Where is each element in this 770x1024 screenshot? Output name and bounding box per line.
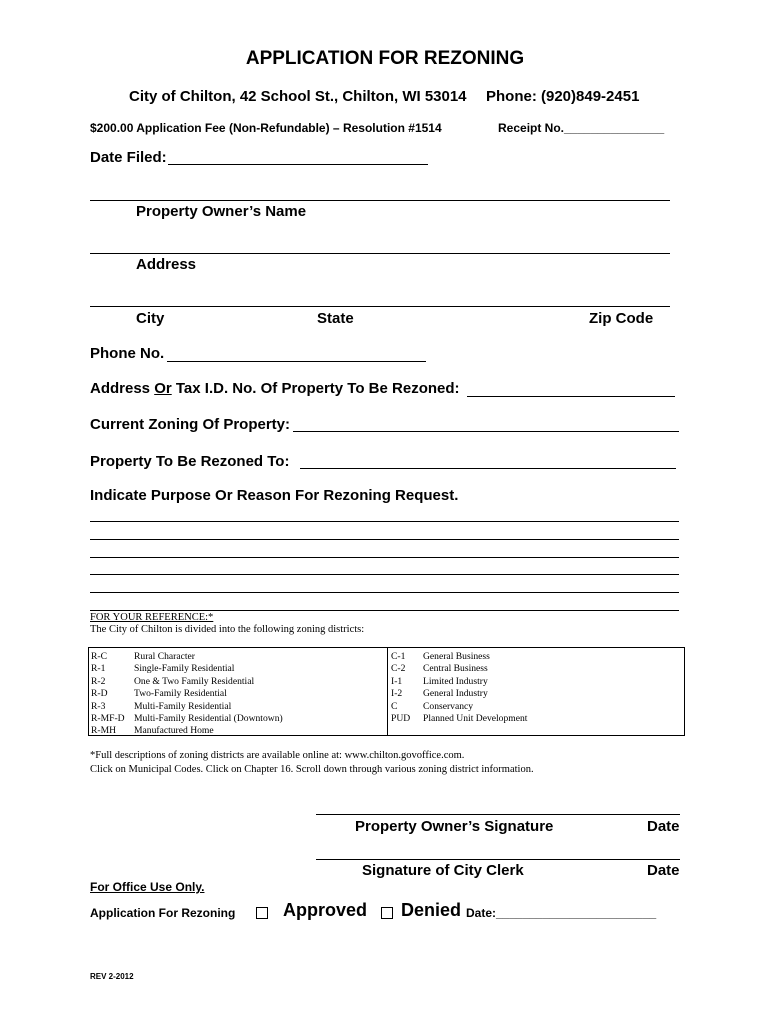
district-code: C-1 — [391, 651, 406, 662]
district-name: Multi-Family Residential (Downtown) — [134, 712, 283, 724]
fee-text: $200.00 Application Fee (Non-Refundable) – Resolution #1514 — [90, 121, 442, 135]
date-filed-field[interactable] — [168, 164, 428, 165]
district-name: Two-Family Residential — [134, 688, 227, 700]
district-name: Single-Family Residential — [134, 663, 235, 675]
district-code: C — [391, 700, 398, 712]
district-row — [91, 676, 283, 688]
district-row — [91, 663, 283, 675]
district-code: R-MF-D — [91, 712, 125, 724]
owner-name-field[interactable] — [90, 200, 670, 201]
purpose-line-1[interactable] — [90, 521, 679, 522]
district-code: I-1 — [391, 675, 403, 687]
owner-name-label: Property Owner’s Name — [136, 203, 307, 220]
rezoned-to-label: Property To Be Rezoned To: — [90, 453, 290, 470]
reference-note-1: *Full descriptions of zoning districts are available online at: www.chilton.govoffice.com. — [90, 750, 465, 761]
city-label: City — [136, 310, 165, 327]
district-row — [91, 713, 283, 725]
district-code: R-C — [91, 651, 107, 662]
approved-checkbox[interactable] — [256, 906, 268, 924]
phone-field[interactable] — [167, 361, 426, 362]
purpose-line-2[interactable] — [90, 539, 679, 540]
district-code: R-2 — [91, 675, 106, 687]
checkbox-icon — [256, 907, 268, 919]
district-code: PUD — [391, 712, 411, 724]
page-title: APPLICATION FOR REZONING — [245, 48, 525, 69]
rezoned-to-field[interactable] — [300, 468, 676, 469]
district-row — [391, 651, 527, 663]
revision-label: REV 2-2012 — [90, 972, 134, 981]
purpose-label: Indicate Purpose Or Reason For Rezoning Request. — [90, 487, 459, 504]
checkbox-icon — [381, 907, 393, 919]
office-use-heading: For Office Use Only. — [90, 880, 205, 894]
city-phone: Phone: (920)849-2451 — [486, 88, 640, 105]
tax-id-field[interactable] — [467, 396, 675, 397]
clerk-date-label: Date — [647, 862, 680, 879]
district-code: C-2 — [391, 663, 406, 675]
district-row — [91, 651, 283, 663]
city-address: City of Chilton, 42 School St., Chilton, WI 53014 — [129, 88, 467, 105]
district-name: Manufactured Home — [134, 725, 214, 737]
district-code: R-MH — [91, 725, 117, 737]
district-code: R-3 — [91, 700, 106, 712]
current-zoning-field[interactable] — [293, 431, 679, 432]
owner-signature-label: Property Owner’s Signature — [355, 818, 554, 835]
zoning-districts-table — [88, 647, 685, 736]
address-field[interactable] — [90, 253, 670, 254]
owner-date-label: Date — [647, 818, 680, 835]
purpose-line-6[interactable] — [90, 610, 679, 611]
approved-label: Approved — [283, 900, 368, 920]
district-name: Rural Character — [134, 651, 195, 662]
business-districts — [391, 651, 527, 725]
reference-heading: FOR YOUR REFERENCE:* — [90, 612, 214, 623]
clerk-signature-label: Signature of City Clerk — [362, 862, 524, 879]
reference-intro: The City of Chilton is divided into the following zoning districts: — [90, 624, 365, 635]
district-row — [391, 688, 527, 700]
district-row — [91, 701, 283, 713]
or-emphasis: Or — [154, 380, 172, 397]
district-code: R-1 — [91, 663, 106, 675]
district-name: Conservancy — [423, 700, 474, 712]
tax-id-label: Address Or Tax I.D. No. Of Property To Be Rezoned: — [90, 380, 460, 397]
district-row — [391, 713, 527, 725]
purpose-line-3[interactable] — [90, 557, 679, 558]
purpose-line-4[interactable] — [90, 574, 679, 575]
district-row — [91, 688, 283, 700]
city-state-zip-field[interactable] — [90, 306, 670, 307]
zip-label: Zip Code — [589, 310, 654, 327]
district-name: General Business — [423, 651, 490, 662]
address-label: Address — [136, 256, 197, 273]
district-row — [391, 676, 527, 688]
reference-note-2: Click on Municipal Codes. Click on Chapter 16. Scroll down through various zoning district information. — [90, 764, 534, 775]
district-code: I-2 — [391, 688, 403, 700]
residential-districts — [91, 651, 283, 738]
district-row — [91, 725, 283, 737]
district-row — [391, 701, 527, 713]
district-row — [391, 663, 527, 675]
state-label: State — [317, 310, 354, 327]
date-filed-label: Date Filed: — [90, 149, 167, 166]
receipt-no: Receipt No._______________ — [498, 121, 665, 135]
district-name: Central Business — [423, 663, 488, 675]
purpose-line-5[interactable] — [90, 592, 679, 593]
district-name: Limited Industry — [423, 675, 488, 687]
district-code: R-D — [91, 688, 108, 700]
office-date-field[interactable]: Date:________________________ — [466, 906, 657, 920]
phone-label: Phone No. — [90, 345, 165, 362]
district-name: General Industry — [423, 688, 488, 700]
owner-signature-field[interactable] — [316, 814, 680, 815]
denied-checkbox[interactable] — [381, 906, 393, 924]
district-name: Planned Unit Development — [423, 712, 528, 724]
denied-label: Denied — [401, 900, 462, 920]
district-name: Multi-Family Residential — [134, 700, 232, 712]
application-rezoning-label: Application For Rezoning — [90, 906, 236, 920]
table-divider — [387, 648, 388, 735]
district-name: One & Two Family Residential — [134, 675, 255, 687]
current-zoning-label: Current Zoning Of Property: — [90, 416, 290, 433]
clerk-signature-field[interactable] — [316, 859, 680, 860]
